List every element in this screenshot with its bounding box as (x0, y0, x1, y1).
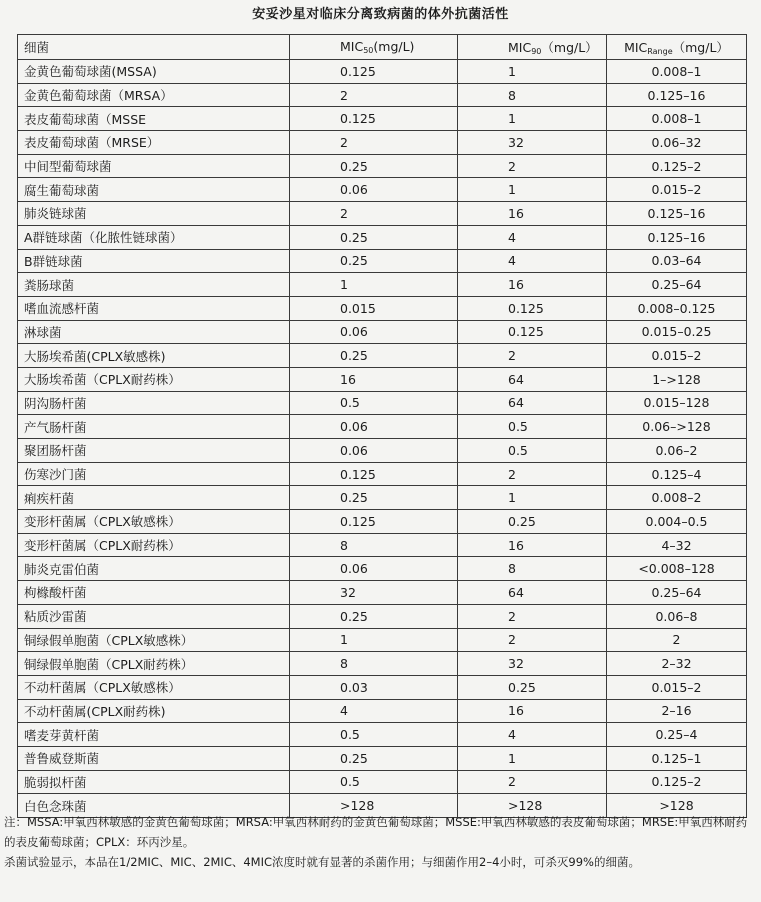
cell-mic90: 16 (458, 699, 607, 723)
cell-mic-range: 0.06–2 (607, 439, 747, 463)
cell-mic50: 0.25 (290, 604, 458, 628)
cell-mic50: 0.125 (290, 462, 458, 486)
header-mic90 (458, 35, 607, 60)
table-row (18, 178, 747, 202)
cell-mic-range: >128 (607, 794, 747, 818)
cell-mic-range: 0.125–16 (607, 225, 747, 249)
cell-bacteria: 不动杆菌属(CPLX耐药株) (18, 699, 290, 723)
cell-bacteria: 不动杆菌属（CPLX敏感株） (18, 675, 290, 699)
cell-mic90: 16 (458, 273, 607, 297)
cell-mic-range: 2–32 (607, 652, 747, 676)
cell-mic50: 0.5 (290, 770, 458, 794)
table-row (18, 107, 747, 131)
table-row (18, 296, 747, 320)
table-row (18, 439, 747, 463)
header-mic90-unit: （mg/L） (541, 40, 598, 55)
header-mic50-sub: 50 (363, 46, 374, 55)
table-row (18, 770, 747, 794)
cell-mic50: 0.125 (290, 60, 458, 84)
cell-bacteria: 粪肠球菌 (18, 273, 290, 297)
table-row (18, 604, 747, 628)
table-row (18, 533, 747, 557)
cell-mic-range: 2 (607, 628, 747, 652)
cell-mic-range: 0.015–0.25 (607, 320, 747, 344)
table-row (18, 249, 747, 273)
cell-mic-range: 0.125–4 (607, 462, 747, 486)
cell-mic50: 4 (290, 699, 458, 723)
cell-mic90: 0.125 (458, 296, 607, 320)
table-row (18, 83, 747, 107)
cell-mic50: 0.06 (290, 415, 458, 439)
cell-bacteria: A群链球菌（化脓性链球菌） (18, 225, 290, 249)
footnote-abbreviations: 注：MSSA:甲氧西林敏感的金黄色葡萄球菌；MRSA:甲氧西林耐药的金黄色葡萄球菌；MSSE:甲氧西林敏感的表皮葡萄球菌；MRSE:甲氧西林耐药的表皮葡萄球菌；CPLX：环丙沙星。 (4, 815, 748, 849)
cell-bacteria: 淋球菌 (18, 320, 290, 344)
table-row (18, 652, 747, 676)
cell-mic-range: 0.25–64 (607, 273, 747, 297)
cell-mic50: 1 (290, 628, 458, 652)
cell-mic50: 0.5 (290, 391, 458, 415)
table-row (18, 202, 747, 226)
cell-mic-range: 0.008–1 (607, 107, 747, 131)
cell-mic-range: 0.03–64 (607, 249, 747, 273)
cell-bacteria: 腐生葡萄球菌 (18, 178, 290, 202)
cell-mic90: 4 (458, 225, 607, 249)
header-mic-range (607, 35, 747, 60)
cell-bacteria: 大肠埃希菌(CPLX敏感株) (18, 344, 290, 368)
cell-mic-range: 0.015–2 (607, 675, 747, 699)
cell-bacteria: 表皮葡萄球菌（MSSE (18, 107, 290, 131)
cell-bacteria: 表皮葡萄球菌（MRSE） (18, 131, 290, 155)
cell-mic-range: 0.125–1 (607, 746, 747, 770)
header-bacteria: 细菌 (18, 35, 290, 60)
cell-mic90: >128 (458, 794, 607, 818)
cell-bacteria: 变形杆菌属（CPLX敏感株） (18, 510, 290, 534)
cell-mic90: 8 (458, 83, 607, 107)
table-row (18, 415, 747, 439)
cell-mic50: 16 (290, 367, 458, 391)
table-row (18, 557, 747, 581)
table-row (18, 225, 747, 249)
table-row (18, 367, 747, 391)
cell-mic90: 1 (458, 746, 607, 770)
cell-mic50: 0.25 (290, 486, 458, 510)
table-row (18, 675, 747, 699)
cell-mic90: 2 (458, 604, 607, 628)
cell-bacteria: 普鲁威登斯菌 (18, 746, 290, 770)
cell-bacteria: 铜绿假单胞菌（CPLX敏感株） (18, 628, 290, 652)
header-row (18, 35, 747, 60)
table-row (18, 344, 747, 368)
cell-mic90: 0.25 (458, 510, 607, 534)
cell-mic50: 0.06 (290, 557, 458, 581)
table-row (18, 746, 747, 770)
cell-mic90: 64 (458, 367, 607, 391)
cell-mic-range: 0.06–32 (607, 131, 747, 155)
cell-mic-range: 0.015–2 (607, 344, 747, 368)
header-mic50-prefix: MIC (340, 39, 364, 54)
header-range-sub: Range (647, 47, 673, 56)
table-header (18, 35, 747, 60)
cell-mic90: 1 (458, 178, 607, 202)
cell-bacteria: 枸橼酸杆菌 (18, 581, 290, 605)
cell-mic90: 16 (458, 533, 607, 557)
page-title: 安妥沙星对临床分离致病菌的体外抗菌活性 (252, 7, 509, 22)
cell-mic90: 2 (458, 154, 607, 178)
cell-mic-range: 0.004–0.5 (607, 510, 747, 534)
cell-mic90: 4 (458, 249, 607, 273)
cell-bacteria: 金黄色葡萄球菌(MSSA) (18, 60, 290, 84)
cell-mic50: 1 (290, 273, 458, 297)
cell-bacteria: 大肠埃希菌（CPLX耐药株） (18, 367, 290, 391)
table-body (18, 60, 747, 818)
cell-bacteria: 金黄色葡萄球菌（MRSA） (18, 83, 290, 107)
cell-mic-range: 0.06–8 (607, 604, 747, 628)
table-row (18, 60, 747, 84)
cell-mic50: 0.06 (290, 320, 458, 344)
footnote-bactericidal: 杀菌试验显示，本品在1/2MIC、MIC、2MIC、4MIC浓度时就有显著的杀菌作用；与细菌作用2–4小时，可杀灭99%的细菌。 (4, 855, 640, 869)
cell-mic90: 1 (458, 60, 607, 84)
cell-bacteria: 阴沟肠杆菌 (18, 391, 290, 415)
cell-mic50: 0.015 (290, 296, 458, 320)
cell-bacteria: 铜绿假单胞菌（CPLX耐药株） (18, 652, 290, 676)
cell-mic-range: 0.125–16 (607, 202, 747, 226)
cell-mic50: 8 (290, 652, 458, 676)
cell-mic90: 4 (458, 723, 607, 747)
cell-mic-range: 1–>128 (607, 367, 747, 391)
cell-mic90: 32 (458, 131, 607, 155)
cell-mic-range: 0.25–64 (607, 581, 747, 605)
cell-mic-range: 0.125–2 (607, 770, 747, 794)
table-row (18, 699, 747, 723)
table-row (18, 486, 747, 510)
cell-mic50: 0.25 (290, 344, 458, 368)
cell-mic50: >128 (290, 794, 458, 818)
cell-bacteria: 产气肠杆菌 (18, 415, 290, 439)
cell-mic90: 16 (458, 202, 607, 226)
cell-mic-range: 0.06–>128 (607, 415, 747, 439)
cell-mic50: 2 (290, 83, 458, 107)
header-range-unit: （mg/L） (672, 40, 729, 55)
cell-mic90: 32 (458, 652, 607, 676)
cell-mic90: 1 (458, 486, 607, 510)
cell-mic90: 0.5 (458, 439, 607, 463)
cell-bacteria: 变形杆菌属（CPLX耐药株） (18, 533, 290, 557)
cell-mic90: 64 (458, 581, 607, 605)
cell-mic50: 0.125 (290, 510, 458, 534)
table-row (18, 273, 747, 297)
footnotes (4, 812, 756, 872)
cell-bacteria: 痢疾杆菌 (18, 486, 290, 510)
cell-mic50: 0.25 (290, 154, 458, 178)
cell-mic90: 0.125 (458, 320, 607, 344)
cell-mic-range: 0.015–128 (607, 391, 747, 415)
header-range-prefix: MIC (624, 40, 648, 55)
cell-mic50: 0.25 (290, 746, 458, 770)
table-row (18, 723, 747, 747)
cell-mic50: 2 (290, 202, 458, 226)
header-mic50 (290, 35, 458, 60)
cell-mic50: 8 (290, 533, 458, 557)
cell-bacteria: 肺炎链球菌 (18, 202, 290, 226)
cell-mic50: 0.03 (290, 675, 458, 699)
cell-mic50: 0.06 (290, 178, 458, 202)
cell-mic50: 0.125 (290, 107, 458, 131)
table-row (18, 391, 747, 415)
cell-bacteria: 粘质沙雷菌 (18, 604, 290, 628)
cell-mic90: 64 (458, 391, 607, 415)
table-row (18, 581, 747, 605)
table-row (18, 510, 747, 534)
cell-bacteria: 嗜血流感杆菌 (18, 296, 290, 320)
header-mic90-sub: 90 (531, 47, 542, 56)
cell-mic50: 0.25 (290, 249, 458, 273)
cell-bacteria: 聚团肠杆菌 (18, 439, 290, 463)
table-row (18, 628, 747, 652)
cell-mic50: 32 (290, 581, 458, 605)
cell-mic-range: 0.008–1 (607, 60, 747, 84)
cell-bacteria: 中间型葡萄球菌 (18, 154, 290, 178)
cell-mic-range: 0.25–4 (607, 723, 747, 747)
cell-mic90: 2 (458, 770, 607, 794)
cell-bacteria: 嗜麦芽黄杆菌 (18, 723, 290, 747)
cell-mic-range: 0.125–2 (607, 154, 747, 178)
header-mic90-prefix: MIC (508, 40, 532, 55)
cell-mic-range: 0.125–16 (607, 83, 747, 107)
table-row (18, 320, 747, 344)
table-row (18, 154, 747, 178)
cell-mic50: 0.06 (290, 439, 458, 463)
cell-mic90: 1 (458, 107, 607, 131)
mic-table (17, 34, 747, 818)
table-row (18, 131, 747, 155)
cell-mic90: 2 (458, 628, 607, 652)
cell-mic90: 0.5 (458, 415, 607, 439)
cell-mic-range: 0.008–0.125 (607, 296, 747, 320)
cell-mic50: 0.25 (290, 225, 458, 249)
cell-bacteria: 脆弱拟杆菌 (18, 770, 290, 794)
cell-mic90: 2 (458, 344, 607, 368)
cell-bacteria: B群链球菌 (18, 249, 290, 273)
table-row (18, 462, 747, 486)
cell-mic50: 2 (290, 131, 458, 155)
cell-mic-range: 0.008–2 (607, 486, 747, 510)
cell-bacteria: 白色念珠菌 (18, 794, 290, 818)
cell-mic50: 0.5 (290, 723, 458, 747)
cell-bacteria: 肺炎克雷伯菌 (18, 557, 290, 581)
cell-mic-range: <0.008–128 (607, 557, 747, 581)
cell-mic90: 0.25 (458, 675, 607, 699)
cell-mic-range: 2–16 (607, 699, 747, 723)
cell-mic90: 2 (458, 462, 607, 486)
cell-mic-range: 0.015–2 (607, 178, 747, 202)
header-mic50-unit: (mg/L) (373, 39, 415, 54)
cell-bacteria: 伤寒沙门菌 (18, 462, 290, 486)
cell-mic-range: 4–32 (607, 533, 747, 557)
cell-mic90: 8 (458, 557, 607, 581)
